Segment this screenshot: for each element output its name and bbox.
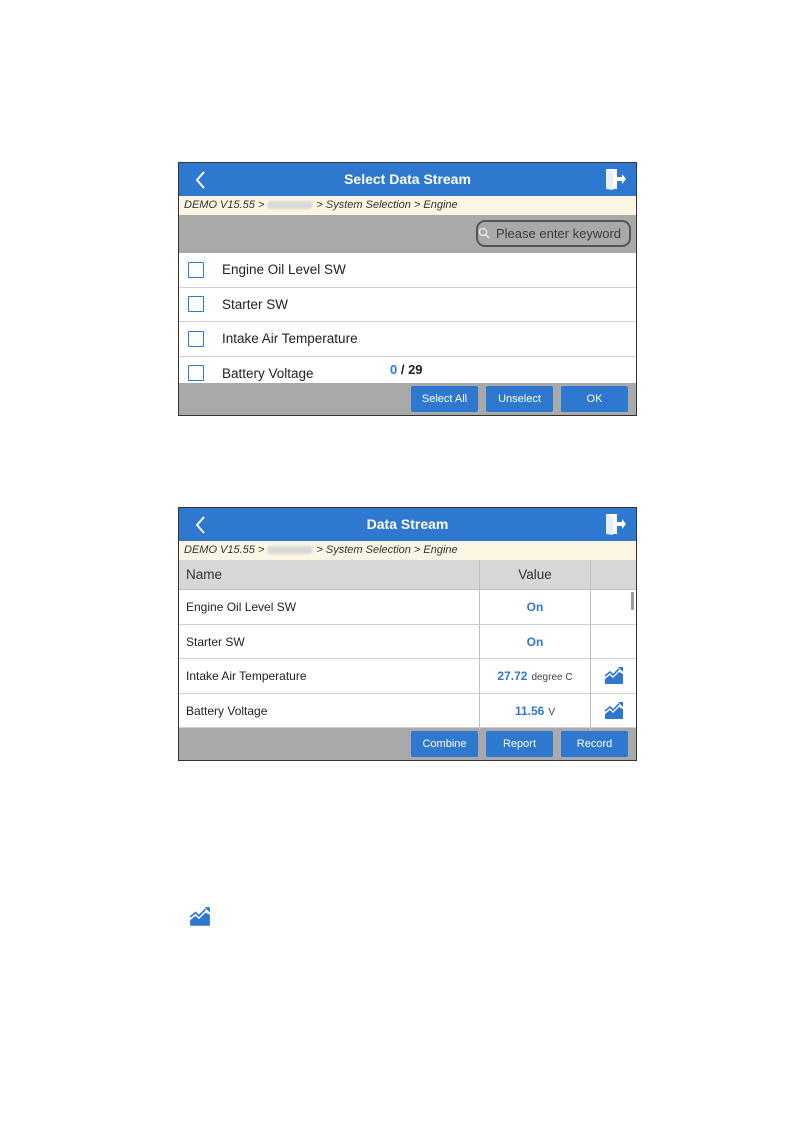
data-stream-screen [178,507,637,761]
table-row [179,590,636,625]
value-unit: degree C [531,672,573,683]
table-row [179,694,636,729]
item-label: Engine Oil Level SW [222,262,346,278]
table-row [179,625,636,660]
search-input[interactable] [476,220,631,247]
title-bar [179,508,636,541]
item-label: Intake Air Temperature [222,331,358,347]
column-divider [590,590,591,730]
breadcrumb [179,541,636,560]
search-bar [179,215,636,253]
page-title: Data Stream [366,516,449,532]
counter-separator: / [397,362,409,377]
item-label: Battery Voltage [222,365,314,381]
row-value [480,659,590,695]
trend-graph-icon[interactable] [604,702,624,720]
list-item[interactable] [179,253,636,288]
record-button[interactable]: Record [561,731,628,757]
row-value [480,590,590,624]
select-all-button[interactable]: Select All [411,386,478,412]
total-count: 29 [408,362,423,377]
unselect-button[interactable]: Unselect [486,386,553,412]
selected-count: 0 [390,362,398,377]
redacted-brand [267,201,313,209]
row-value [480,625,590,659]
column-header-name: Name [186,567,223,582]
row-name: Starter SW [186,634,245,649]
row-name: Battery Voltage [186,703,268,718]
redacted-brand [267,546,313,554]
breadcrumb-suffix: > System Selection > Engine [316,199,458,211]
value-number: On [526,600,544,614]
item-label: Starter SW [222,296,289,312]
search-icon [478,227,490,239]
select-data-stream-screen [178,162,637,416]
trend-graph-icon[interactable] [604,667,624,685]
breadcrumb-prefix: DEMO V15.55 > [184,199,265,211]
breadcrumb-prefix: DEMO V15.55 > [184,544,265,556]
checkbox[interactable] [188,262,204,278]
row-value [480,694,590,730]
breadcrumb [179,196,636,215]
page-title: Select Data Stream [344,171,471,187]
action-bar [179,728,636,760]
breadcrumb-suffix: > System Selection > Engine [316,544,458,556]
column-divider [590,560,591,590]
data-table [179,590,636,730]
checkbox[interactable] [188,365,204,381]
list-item[interactable] [179,288,636,323]
ok-button[interactable]: OK [561,386,628,412]
title-bar [179,163,636,196]
table-row [179,659,636,694]
row-name: Intake Air Temperature [186,669,307,683]
data-stream-list [179,253,636,384]
exit-door-icon[interactable] [604,167,626,191]
value-number: On [526,634,544,649]
table-header [179,560,636,590]
action-bar [179,383,636,415]
exit-door-icon[interactable] [604,512,626,536]
column-header-value: Value [518,567,552,582]
column-divider [479,590,480,730]
value-unit: V [548,706,556,718]
checkbox[interactable] [188,331,204,347]
row-name: Engine Oil Level SW [186,600,297,614]
combine-button[interactable]: Combine [411,731,478,757]
checkbox[interactable] [188,296,204,312]
list-item[interactable] [179,322,636,357]
value-number: 27.72 [497,669,528,683]
selection-counter [390,362,423,377]
trend-graph-icon [189,907,211,927]
report-button[interactable]: Report [486,731,553,757]
value-number: 11.56 [514,703,545,718]
